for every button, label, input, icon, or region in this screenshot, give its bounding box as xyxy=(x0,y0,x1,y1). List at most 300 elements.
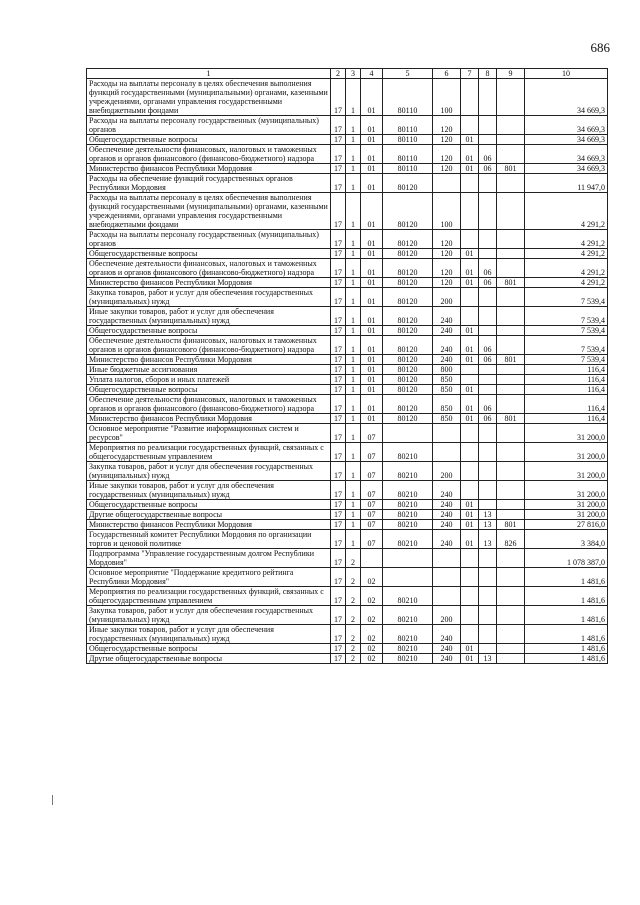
cell-name: Расходы на выплаты персоналу в целях обеспечения выполнения функций государственными (муниципальными) органами, казенными учреждениями, органами управления государственными внебюджетными фондами xyxy=(87,79,331,116)
table-row xyxy=(87,174,608,193)
cell-program: 1 xyxy=(346,278,361,288)
cell-department xyxy=(497,174,525,193)
cell-ministry: 17 xyxy=(331,644,346,654)
table-row xyxy=(87,481,608,500)
cell-subprogram: 01 xyxy=(361,414,383,424)
cell-subprogram: 01 xyxy=(361,385,383,395)
cell-ministry: 17 xyxy=(331,288,346,307)
cell-section: 01 xyxy=(461,385,479,395)
cell-program: 1 xyxy=(346,414,361,424)
cell-program: 1 xyxy=(346,510,361,520)
cell-name: Другие общегосударственные вопросы xyxy=(87,654,331,664)
margin-mark xyxy=(52,795,53,805)
cell-department xyxy=(497,644,525,654)
cell-section: 01 xyxy=(461,278,479,288)
cell-subprogram: 01 xyxy=(361,135,383,145)
cell-department xyxy=(497,500,525,510)
cell-program: 1 xyxy=(346,326,361,336)
cell-subprogram: 07 xyxy=(361,462,383,481)
table-row xyxy=(87,278,608,288)
cell-program: 1 xyxy=(346,307,361,326)
table-row xyxy=(87,625,608,644)
cell-program: 1 xyxy=(346,520,361,530)
cell-amount: 116,4 xyxy=(525,375,608,385)
cell-department xyxy=(497,625,525,644)
cell-ministry: 17 xyxy=(331,145,346,164)
cell-subsection xyxy=(479,135,497,145)
cell-expense-type: 240 xyxy=(433,654,461,664)
cell-subsection xyxy=(479,174,497,193)
cell-subprogram: 01 xyxy=(361,365,383,375)
table-row xyxy=(87,259,608,278)
cell-expense-type: 200 xyxy=(433,606,461,625)
cell-ministry: 17 xyxy=(331,135,346,145)
cell-ministry: 17 xyxy=(331,365,346,375)
cell-name: Другие общегосударственные вопросы xyxy=(87,510,331,520)
cell-program: 1 xyxy=(346,116,361,135)
cell-section xyxy=(461,587,479,606)
cell-program: 2 xyxy=(346,568,361,587)
cell-section xyxy=(461,481,479,500)
cell-department xyxy=(497,259,525,278)
cell-name: Мероприятия по реализации государственных функций, связанных с общегосударственным управлением xyxy=(87,587,331,606)
cell-program: 1 xyxy=(346,79,361,116)
cell-name: Расходы на выплаты персоналу в целях обеспечения выполнения функций государственными (муниципальными) органами, казенными учреждениями, органами управления государственными внебюджетными фондами xyxy=(87,193,331,230)
cell-target-code: 80210 xyxy=(383,462,433,481)
cell-subprogram: 07 xyxy=(361,510,383,520)
cell-name: Расходы на выплаты персоналу государственных (муниципальных) органов xyxy=(87,230,331,249)
cell-amount: 1 481,6 xyxy=(525,606,608,625)
cell-target-code: 80120 xyxy=(383,385,433,395)
cell-department xyxy=(497,424,525,443)
cell-subprogram: 01 xyxy=(361,259,383,278)
cell-subsection: 06 xyxy=(479,164,497,174)
table-row xyxy=(87,462,608,481)
cell-department xyxy=(497,326,525,336)
cell-subprogram: 07 xyxy=(361,500,383,510)
cell-ministry: 17 xyxy=(331,462,346,481)
cell-ministry: 17 xyxy=(331,424,346,443)
cell-section: 01 xyxy=(461,326,479,336)
cell-subsection xyxy=(479,549,497,568)
cell-program: 2 xyxy=(346,644,361,654)
cell-subsection: 13 xyxy=(479,530,497,549)
cell-department xyxy=(497,116,525,135)
cell-name: Иные закупки товаров, работ и услуг для обеспечения государственных (муниципальных) нужд xyxy=(87,625,331,644)
cell-name: Иные бюджетные ассигнования xyxy=(87,365,331,375)
table-row xyxy=(87,385,608,395)
cell-department xyxy=(497,307,525,326)
cell-department xyxy=(497,135,525,145)
cell-ministry: 17 xyxy=(331,230,346,249)
table-row xyxy=(87,307,608,326)
cell-target-code: 80120 xyxy=(383,193,433,230)
cell-ministry: 17 xyxy=(331,278,346,288)
cell-subprogram: 07 xyxy=(361,530,383,549)
cell-name: Министерство финансов Республики Мордовия xyxy=(87,520,331,530)
cell-program: 1 xyxy=(346,462,361,481)
table-row xyxy=(87,355,608,365)
cell-expense-type: 850 xyxy=(433,385,461,395)
cell-target-code: 80120 xyxy=(383,355,433,365)
cell-department xyxy=(497,568,525,587)
cell-section: 01 xyxy=(461,164,479,174)
cell-expense-type: 100 xyxy=(433,193,461,230)
cell-amount: 7 539,4 xyxy=(525,307,608,326)
cell-subprogram: 07 xyxy=(361,424,383,443)
cell-amount: 4 291,2 xyxy=(525,193,608,230)
table-row xyxy=(87,644,608,654)
table-row xyxy=(87,500,608,510)
cell-program: 1 xyxy=(346,355,361,365)
cell-subsection: 06 xyxy=(479,355,497,365)
cell-section xyxy=(461,462,479,481)
cell-program: 1 xyxy=(346,385,361,395)
cell-ministry: 17 xyxy=(331,606,346,625)
cell-expense-type: 120 xyxy=(433,230,461,249)
cell-expense-type: 120 xyxy=(433,278,461,288)
cell-section: 01 xyxy=(461,395,479,414)
cell-subsection xyxy=(479,375,497,385)
cell-expense-type xyxy=(433,174,461,193)
cell-amount: 27 816,0 xyxy=(525,520,608,530)
cell-section xyxy=(461,606,479,625)
cell-target-code: 80120 xyxy=(383,259,433,278)
cell-subsection: 06 xyxy=(479,145,497,164)
table-body xyxy=(87,79,608,664)
cell-subprogram: 01 xyxy=(361,307,383,326)
cell-amount: 116,4 xyxy=(525,365,608,375)
cell-name: Закупка товаров, работ и услуг для обеспечения государственных (муниципальных) нужд xyxy=(87,288,331,307)
cell-ministry: 17 xyxy=(331,164,346,174)
cell-expense-type: 200 xyxy=(433,462,461,481)
cell-subsection xyxy=(479,481,497,500)
cell-section xyxy=(461,193,479,230)
cell-program: 2 xyxy=(346,654,361,664)
cell-ministry: 17 xyxy=(331,395,346,414)
cell-subprogram: 02 xyxy=(361,606,383,625)
cell-expense-type: 240 xyxy=(433,530,461,549)
cell-ministry: 17 xyxy=(331,385,346,395)
cell-subsection xyxy=(479,644,497,654)
cell-target-code: 80210 xyxy=(383,587,433,606)
cell-amount: 7 539,4 xyxy=(525,326,608,336)
cell-department xyxy=(497,249,525,259)
cell-section: 01 xyxy=(461,355,479,365)
cell-target-code: 80110 xyxy=(383,135,433,145)
cell-target-code: 80210 xyxy=(383,530,433,549)
cell-subsection xyxy=(479,568,497,587)
cell-target-code: 80120 xyxy=(383,230,433,249)
cell-program: 1 xyxy=(346,336,361,355)
cell-department: 801 xyxy=(497,355,525,365)
cell-name: Основное мероприятие "Поддержание кредитного рейтинга Республики Мордовия" xyxy=(87,568,331,587)
cell-name: Общегосударственные вопросы xyxy=(87,500,331,510)
cell-amount: 31 200,0 xyxy=(525,424,608,443)
cell-target-code: 80210 xyxy=(383,481,433,500)
cell-amount: 31 200,0 xyxy=(525,462,608,481)
cell-subsection xyxy=(479,288,497,307)
cell-target-code: 80210 xyxy=(383,606,433,625)
table-row xyxy=(87,414,608,424)
cell-subsection: 06 xyxy=(479,278,497,288)
cell-expense-type: 240 xyxy=(433,336,461,355)
cell-expense-type: 800 xyxy=(433,365,461,375)
cell-amount: 34 669,3 xyxy=(525,145,608,164)
cell-program: 1 xyxy=(346,174,361,193)
cell-department xyxy=(497,481,525,500)
cell-name: Министерство финансов Республики Мордовия xyxy=(87,164,331,174)
cell-target-code: 80110 xyxy=(383,116,433,135)
cell-subprogram: 02 xyxy=(361,625,383,644)
cell-subsection xyxy=(479,326,497,336)
cell-expense-type: 850 xyxy=(433,375,461,385)
column-header: 10 xyxy=(525,69,608,79)
cell-name: Обеспечение деятельности финансовых, налоговых и таможенных органов и органов финансового (финансово-бюджетного) надзора xyxy=(87,145,331,164)
cell-amount: 1 078 387,0 xyxy=(525,549,608,568)
cell-subprogram: 01 xyxy=(361,230,383,249)
cell-expense-type: 850 xyxy=(433,395,461,414)
cell-ministry: 17 xyxy=(331,259,346,278)
cell-target-code: 80120 xyxy=(383,375,433,385)
table-row xyxy=(87,424,608,443)
cell-ministry: 17 xyxy=(331,336,346,355)
cell-amount: 34 669,3 xyxy=(525,135,608,145)
cell-department xyxy=(497,549,525,568)
cell-amount: 3 384,0 xyxy=(525,530,608,549)
cell-subsection xyxy=(479,230,497,249)
table-row xyxy=(87,326,608,336)
cell-amount: 1 481,6 xyxy=(525,644,608,654)
table-row xyxy=(87,549,608,568)
cell-ministry: 17 xyxy=(331,568,346,587)
column-header: 8 xyxy=(479,69,497,79)
cell-target-code: 80120 xyxy=(383,288,433,307)
table-row xyxy=(87,249,608,259)
cell-expense-type: 120 xyxy=(433,135,461,145)
cell-section xyxy=(461,230,479,249)
cell-name: Подпрограмма "Управление государственным долгом Республики Мордовия" xyxy=(87,549,331,568)
cell-expense-type: 200 xyxy=(433,288,461,307)
cell-name: Расходы на выплаты персоналу государственных (муниципальных) органов xyxy=(87,116,331,135)
cell-target-code xyxy=(383,424,433,443)
cell-subprogram: 01 xyxy=(361,193,383,230)
cell-program: 1 xyxy=(346,164,361,174)
page-number: 686 xyxy=(590,40,610,55)
cell-department xyxy=(497,230,525,249)
cell-ministry: 17 xyxy=(331,116,346,135)
cell-name: Иные закупки товаров, работ и услуг для обеспечения государственных (муниципальных) нужд xyxy=(87,481,331,500)
cell-name: Общегосударственные вопросы xyxy=(87,385,331,395)
cell-subsection xyxy=(479,625,497,644)
cell-subprogram: 02 xyxy=(361,587,383,606)
cell-subprogram: 02 xyxy=(361,654,383,664)
cell-expense-type: 240 xyxy=(433,644,461,654)
cell-section: 01 xyxy=(461,135,479,145)
table-row xyxy=(87,336,608,355)
cell-section: 01 xyxy=(461,510,479,520)
cell-amount: 116,4 xyxy=(525,395,608,414)
cell-subsection: 06 xyxy=(479,414,497,424)
cell-section: 01 xyxy=(461,644,479,654)
table-row xyxy=(87,520,608,530)
cell-section: 01 xyxy=(461,336,479,355)
cell-subsection xyxy=(479,424,497,443)
table-row xyxy=(87,443,608,462)
cell-ministry: 17 xyxy=(331,355,346,365)
cell-name: Обеспечение деятельности финансовых, налоговых и таможенных органов и органов финансового (финансово-бюджетного) надзора xyxy=(87,395,331,414)
cell-department xyxy=(497,375,525,385)
cell-amount: 1 481,6 xyxy=(525,654,608,664)
cell-department: 801 xyxy=(497,278,525,288)
cell-name: Мероприятия по реализации государственных функций, связанных с общегосударственным управлением xyxy=(87,443,331,462)
cell-subsection: 06 xyxy=(479,395,497,414)
cell-program: 2 xyxy=(346,625,361,644)
cell-target-code: 80120 xyxy=(383,414,433,424)
cell-target-code: 80120 xyxy=(383,365,433,375)
cell-section xyxy=(461,424,479,443)
cell-amount: 34 669,3 xyxy=(525,116,608,135)
cell-name: Министерство финансов Республики Мордовия xyxy=(87,414,331,424)
cell-program: 1 xyxy=(346,193,361,230)
cell-section: 01 xyxy=(461,500,479,510)
cell-target-code: 80110 xyxy=(383,164,433,174)
cell-target-code: 80210 xyxy=(383,520,433,530)
table-row xyxy=(87,568,608,587)
cell-amount: 7 539,4 xyxy=(525,355,608,365)
cell-subprogram: 01 xyxy=(361,145,383,164)
cell-amount: 34 669,3 xyxy=(525,79,608,116)
cell-subprogram: 01 xyxy=(361,326,383,336)
cell-department: 801 xyxy=(497,520,525,530)
cell-name: Закупка товаров, работ и услуг для обеспечения государственных (муниципальных) нужд xyxy=(87,462,331,481)
table-row xyxy=(87,587,608,606)
cell-amount: 116,4 xyxy=(525,414,608,424)
cell-subprogram: 01 xyxy=(361,174,383,193)
cell-ministry: 17 xyxy=(331,625,346,644)
cell-amount: 34 669,3 xyxy=(525,164,608,174)
cell-section: 01 xyxy=(461,530,479,549)
cell-section xyxy=(461,307,479,326)
cell-subsection xyxy=(479,443,497,462)
cell-subsection xyxy=(479,385,497,395)
cell-name: Министерство финансов Республики Мордовия xyxy=(87,278,331,288)
cell-department xyxy=(497,365,525,375)
cell-target-code: 80110 xyxy=(383,79,433,116)
cell-department: 801 xyxy=(497,414,525,424)
cell-program: 2 xyxy=(346,549,361,568)
cell-amount: 7 539,4 xyxy=(525,288,608,307)
cell-name: Министерство финансов Республики Мордовия xyxy=(87,355,331,365)
cell-subsection xyxy=(479,587,497,606)
cell-subsection xyxy=(479,116,497,135)
table-row xyxy=(87,530,608,549)
cell-subprogram: 01 xyxy=(361,336,383,355)
cell-expense-type: 120 xyxy=(433,249,461,259)
cell-program: 1 xyxy=(346,135,361,145)
cell-subprogram: 02 xyxy=(361,568,383,587)
cell-program: 1 xyxy=(346,259,361,278)
cell-ministry: 17 xyxy=(331,654,346,664)
cell-program: 1 xyxy=(346,500,361,510)
cell-name: Основное мероприятие "Развитие информационных систем и ресурсов" xyxy=(87,424,331,443)
table-row xyxy=(87,606,608,625)
cell-expense-type: 120 xyxy=(433,116,461,135)
cell-subsection: 13 xyxy=(479,520,497,530)
cell-subprogram: 07 xyxy=(361,520,383,530)
cell-target-code: 80120 xyxy=(383,326,433,336)
cell-subprogram: 01 xyxy=(361,355,383,365)
cell-subsection xyxy=(479,193,497,230)
cell-subprogram: 01 xyxy=(361,79,383,116)
cell-department xyxy=(497,336,525,355)
cell-amount: 1 481,6 xyxy=(525,587,608,606)
cell-section: 01 xyxy=(461,145,479,164)
cell-department xyxy=(497,145,525,164)
table-row xyxy=(87,230,608,249)
cell-program: 2 xyxy=(346,606,361,625)
cell-ministry: 17 xyxy=(331,481,346,500)
cell-program: 1 xyxy=(346,365,361,375)
cell-section xyxy=(461,568,479,587)
cell-expense-type: 240 xyxy=(433,355,461,365)
column-header: 5 xyxy=(383,69,433,79)
cell-subprogram: 01 xyxy=(361,375,383,385)
cell-subprogram: 02 xyxy=(361,644,383,654)
cell-department xyxy=(497,385,525,395)
column-header: 2 xyxy=(331,69,346,79)
cell-subprogram: 07 xyxy=(361,481,383,500)
cell-ministry: 17 xyxy=(331,326,346,336)
header-row xyxy=(87,69,608,79)
cell-subprogram: 01 xyxy=(361,395,383,414)
cell-target-code: 80210 xyxy=(383,644,433,654)
cell-subsection xyxy=(479,249,497,259)
cell-program: 1 xyxy=(346,424,361,443)
cell-subsection xyxy=(479,606,497,625)
cell-expense-type: 240 xyxy=(433,625,461,644)
cell-subsection: 06 xyxy=(479,259,497,278)
cell-subsection xyxy=(479,462,497,481)
cell-name: Уплата налогов, сборов и иных платежей xyxy=(87,375,331,385)
cell-section xyxy=(461,549,479,568)
cell-target-code: 80210 xyxy=(383,500,433,510)
cell-target-code: 80210 xyxy=(383,654,433,664)
cell-name: Обеспечение деятельности финансовых, налоговых и таможенных органов и органов финансового (финансово-бюджетного) надзора xyxy=(87,336,331,355)
cell-program: 1 xyxy=(346,145,361,164)
cell-program: 1 xyxy=(346,249,361,259)
cell-section: 01 xyxy=(461,249,479,259)
cell-section xyxy=(461,365,479,375)
column-header: 1 xyxy=(87,69,331,79)
cell-department xyxy=(497,79,525,116)
cell-amount: 116,4 xyxy=(525,385,608,395)
cell-program: 2 xyxy=(346,587,361,606)
table-row xyxy=(87,395,608,414)
column-header: 3 xyxy=(346,69,361,79)
cell-expense-type: 850 xyxy=(433,414,461,424)
cell-department xyxy=(497,443,525,462)
table-row xyxy=(87,288,608,307)
cell-expense-type: 240 xyxy=(433,481,461,500)
table-row xyxy=(87,365,608,375)
cell-ministry: 17 xyxy=(331,500,346,510)
cell-name: Общегосударственные вопросы xyxy=(87,135,331,145)
cell-subprogram xyxy=(361,549,383,568)
cell-subsection xyxy=(479,365,497,375)
cell-subsection xyxy=(479,500,497,510)
cell-target-code: 80120 xyxy=(383,174,433,193)
